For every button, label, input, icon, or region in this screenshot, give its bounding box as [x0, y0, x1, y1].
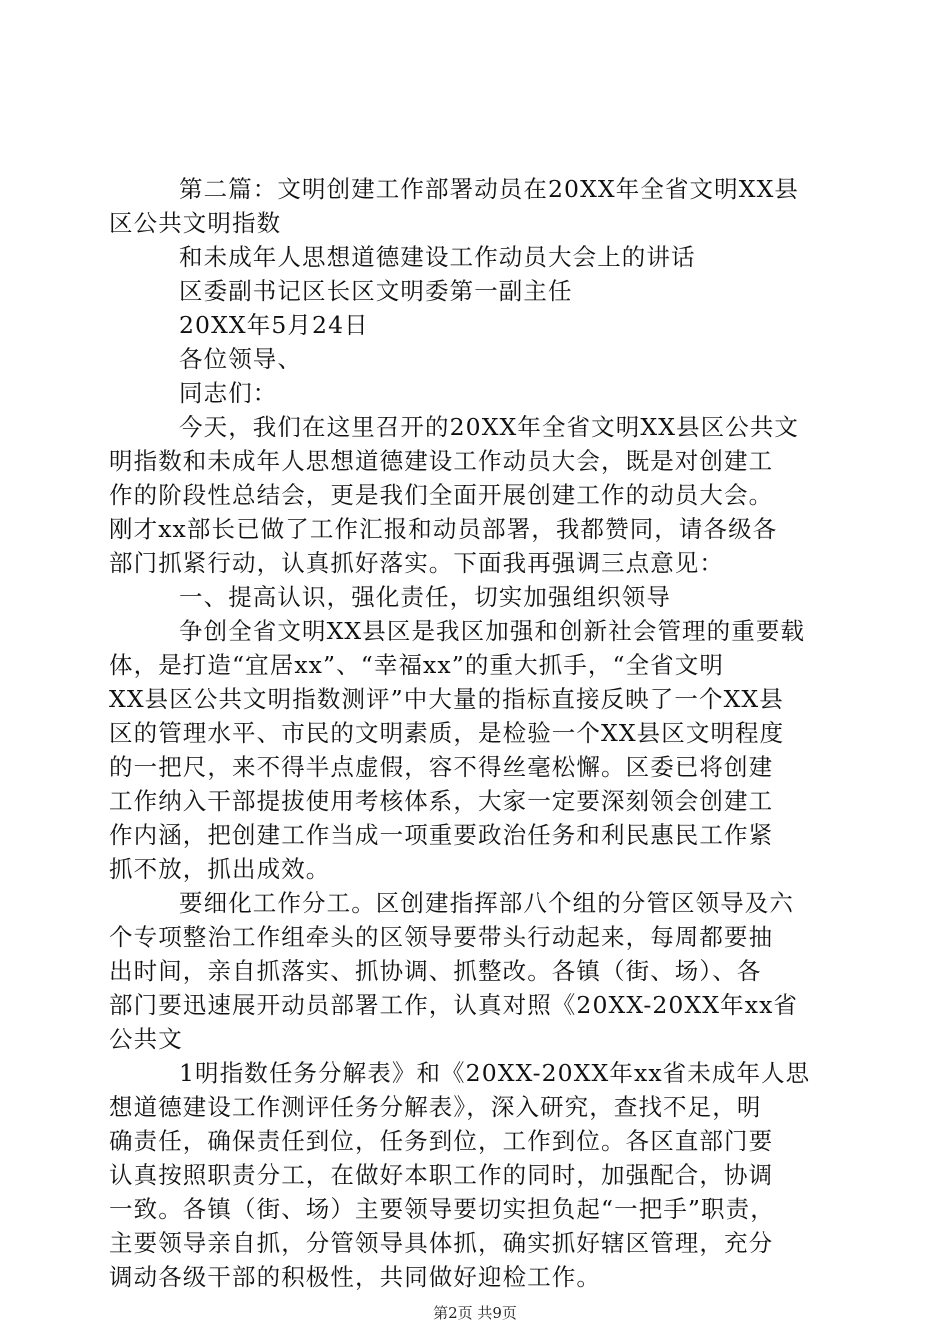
- text-line: 区委副书记区长区文明委第一副主任: [179, 277, 573, 305]
- text-line: 想道德建设工作测评任务分解表》，深入研究，查找不足，明: [109, 1093, 762, 1121]
- paragraph-body: [109, 1056, 811, 1294]
- paragraph-salutation-1: [144, 342, 810, 376]
- text-line: 体，是打造“宜居xx”、“幸福xx”的重大抓手，“全省文明: [109, 651, 724, 679]
- text-line: 的一把尺，来不得半点虚假，容不得丝毫松懈。区委已将创建: [109, 753, 774, 781]
- text-line: 认真按照职责分工，在做好本职工作的同时，加强配合，协调: [109, 1161, 774, 1189]
- paragraph-title: [109, 172, 810, 240]
- text-line: 争创全省文明XX县区是我区加强和创新社会管理的重要载: [179, 617, 806, 645]
- text-line: 工作纳入干部提拔使用考核体系，大家一定要深刻领会创建工: [109, 787, 774, 815]
- text-line: 各位领导、: [179, 345, 302, 373]
- page-number-footer: 第2页 共9页: [433, 1304, 517, 1322]
- text-line: 一、提高认识，强化责任，切实加强组织领导: [179, 583, 671, 611]
- text-line: 个专项整治工作组牵头的区领导要带头行动起来，每周都要抽: [109, 923, 774, 951]
- section-heading: [144, 580, 810, 614]
- text-line: 明指数和未成年人思想道德建设工作动员大会，既是对创建工: [109, 447, 774, 475]
- text-line: 出时间，亲自抓落实、抓协调、抓整改。各镇（街、场）、各: [109, 957, 762, 985]
- paragraph-body: [109, 614, 810, 886]
- text-line: 1明指数任务分解表》和《20XX-20XX年xx省未成年人思: [179, 1059, 811, 1087]
- text-line: 确责任，确保责任到位，任务到位，工作到位。各区直部门要: [109, 1127, 774, 1155]
- text-line: 主要领导亲自抓，分管领导具体抓，确实抓好辖区管理，充分: [109, 1229, 774, 1257]
- paragraph-speaker: [144, 274, 810, 308]
- text-line: 区公共文明指数: [109, 209, 282, 237]
- text-line: 调动各级干部的积极性，共同做好迎检工作。: [109, 1263, 601, 1291]
- text-line: 部门要迅速展开动员部署工作，认真对照《20XX-20XX年xx省: [109, 991, 799, 1019]
- text-line: 作的阶段性总结会，更是我们全面开展创建工作的动员大会。: [109, 481, 774, 509]
- text-line: 刚才xx部长已做了工作汇报和动员部署，我都赞同，请各级各: [109, 515, 778, 543]
- text-line: 作内涵，把创建工作当成一项重要政治任务和利民惠民工作紧: [109, 821, 774, 849]
- text-line: 20XX年5月24日: [179, 311, 369, 339]
- text-line: 今天，我们在这里召开的20XX年全省文明XX县区公共文: [179, 413, 800, 441]
- paragraph-body: [109, 886, 810, 1056]
- text-line: 部门抓紧行动，认真抓好落实。下面我再强调三点意见：: [109, 549, 724, 577]
- text-line: 同志们：: [179, 379, 278, 407]
- text-line: 一致。各镇（街、场）主要领导要切实担负起“一把手”职责，: [109, 1195, 775, 1223]
- text-line: 第二篇：文明创建工作部署动员在20XX年全省文明XX县: [179, 175, 800, 203]
- text-line: 抓不放，抓出成效。: [109, 855, 331, 883]
- text-line: 区的管理水平、市民的文明素质，是检验一个XX县区文明程度: [109, 719, 785, 747]
- text-line: 要细化工作分工。区创建指挥部八个组的分管区领导及六: [179, 889, 794, 917]
- paragraph-salutation-2: [144, 376, 810, 410]
- paragraph-subtitle: [144, 240, 810, 274]
- text-line: XX县区公共文明指数测评”中大量的指标直接反映了一个XX县: [109, 685, 784, 713]
- paragraph-body: [109, 410, 810, 580]
- document-body: [109, 172, 811, 1294]
- paragraph-date: [144, 308, 810, 342]
- text-line: 和未成年人思想道德建设工作动员大会上的讲话: [179, 243, 696, 271]
- text-line: 公共文: [109, 1025, 183, 1053]
